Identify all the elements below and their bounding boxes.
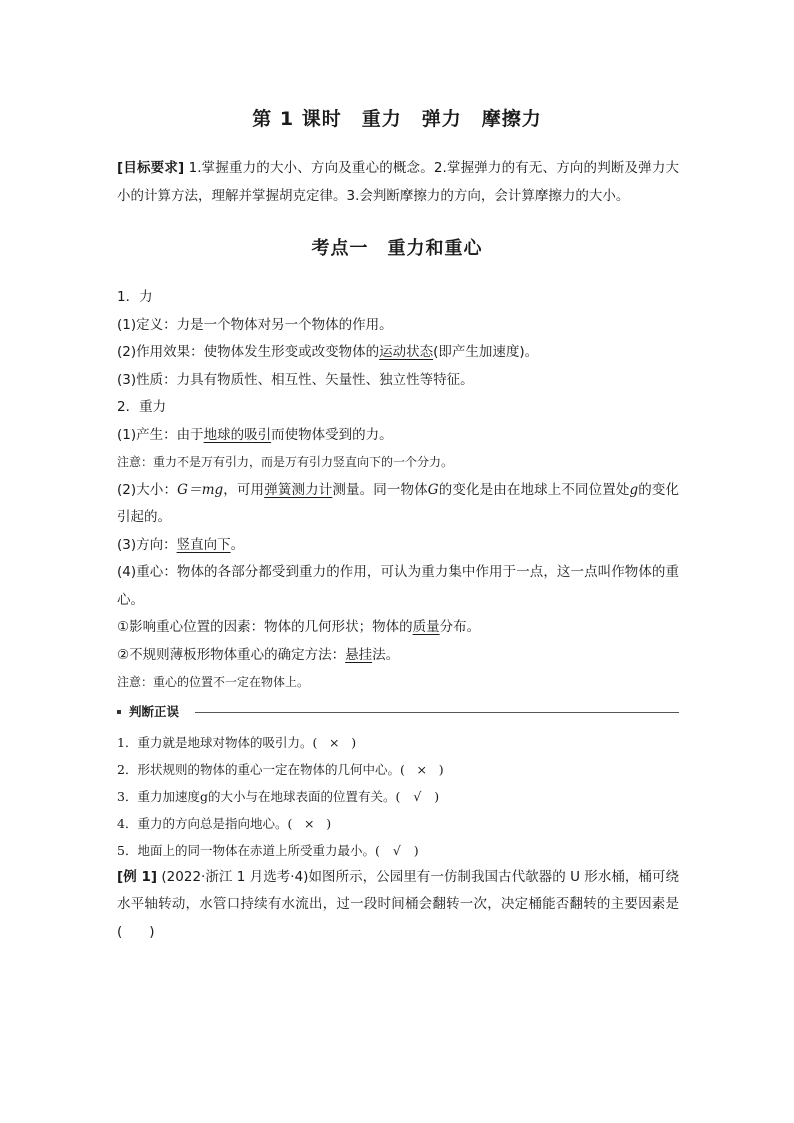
goal-text: 1.掌握重力的大小、方向及重心的概念。2.掌握弹力的有无、方向的判断及弹力大小的计算方法，理解并掌握胡克定律。3.会判断摩擦力的方向，会计算摩擦力的大小。 [117, 160, 679, 204]
square-bullet-icon [117, 710, 121, 714]
goal-tag: [目标要求] [117, 160, 185, 176]
judge-label: 判断正误 [129, 703, 180, 719]
note-gravity: 注意：重力不是万有引力，而是万有引力竖直向下的一个分力。 [117, 455, 454, 469]
answer-mark: × [329, 734, 340, 750]
answer-mark: × [304, 815, 315, 831]
judge-item: 5．地面上的同一物体在赤道上所受重力最小。( √ ) [117, 837, 679, 864]
force-heading: 1．力 [117, 289, 153, 305]
underlined-term: 地球的吸引 [203, 426, 272, 443]
force-effect: (2)作用效果：使物体发生形变或改变物体的运动状态(即产生加速度)。 [117, 344, 539, 360]
answer-mark: √ [413, 788, 422, 804]
answer-mark: × [416, 761, 428, 777]
underlined-term: 悬挂 [345, 646, 373, 663]
learning-goals [117, 154, 679, 210]
gravity-direction: (3)方向：竖直向下。 [117, 536, 245, 553]
gravity-heading: 2．重力 [117, 399, 167, 415]
underlined-term: 质量 [412, 619, 440, 635]
underlined-term: 竖直向下 [176, 536, 231, 553]
force-definition: (1)定义：力是一个物体对另一个物体的作用。 [117, 316, 393, 333]
page-title: 第 1 课时 重力 弹力 摩擦力 [252, 108, 542, 130]
divider [195, 712, 679, 713]
judge-item: 1．重力就是地球对物体的吸引力。( × ) [117, 729, 679, 756]
judge-item: 3．重力加速度g的大小与在地球表面的位置有关。( √ ) [117, 783, 679, 810]
section-title: 考点一 重力和重心 [311, 238, 483, 259]
judge-item: 4．重力的方向总是指向地心。( × ) [117, 810, 679, 837]
formula: G＝mg [177, 481, 224, 498]
cog-method: ②不规则薄板形物体重心的确定方法：悬挂法。 [117, 646, 400, 663]
underlined-term: 弹簧测力计 [264, 481, 333, 498]
underlined-term: 运动状态 [379, 344, 434, 360]
example-text: (2022·浙江 1 月选考·4)如图所示，公园里有一仿制我国古代欹器的 U 形水桶，桶可绕水平轴转动，水管口持续有水流出，过一段时间桶会翻转一次，决定桶能否翻转的主要因素是( ) [117, 868, 680, 940]
gravity-origin: (1)产生：由于地球的吸引而使物体受到的力。 [117, 426, 393, 443]
cog-factors: ①影响重心位置的因素：物体的几何形状；物体的质量分布。 [117, 619, 481, 635]
content-body [117, 284, 679, 946]
force-nature: (3)性质：力具有物质性、相互性、矢量性、独立性等特征。 [117, 371, 474, 388]
example-label: [例 1] [117, 868, 158, 885]
judge-item: 2．形状规则的物体的重心一定在物体的几何中心。( × ) [117, 756, 679, 783]
center-of-gravity: (4)重心：物体的各部分都受到重力的作用，可认为重力集中作用于一点，这一点叫作物体的重心。 [117, 564, 679, 608]
judge-section-header [117, 701, 679, 723]
example-1 [117, 864, 679, 947]
note-cog: 注意：重心的位置不一定在物体上。 [117, 675, 310, 689]
answer-mark: √ [392, 842, 401, 858]
gravity-size: (2)大小：G＝mg，可用弹簧测力计测量。同一物体G的变化是由在地球上不同位置处g的变化引起的。 [117, 481, 680, 525]
